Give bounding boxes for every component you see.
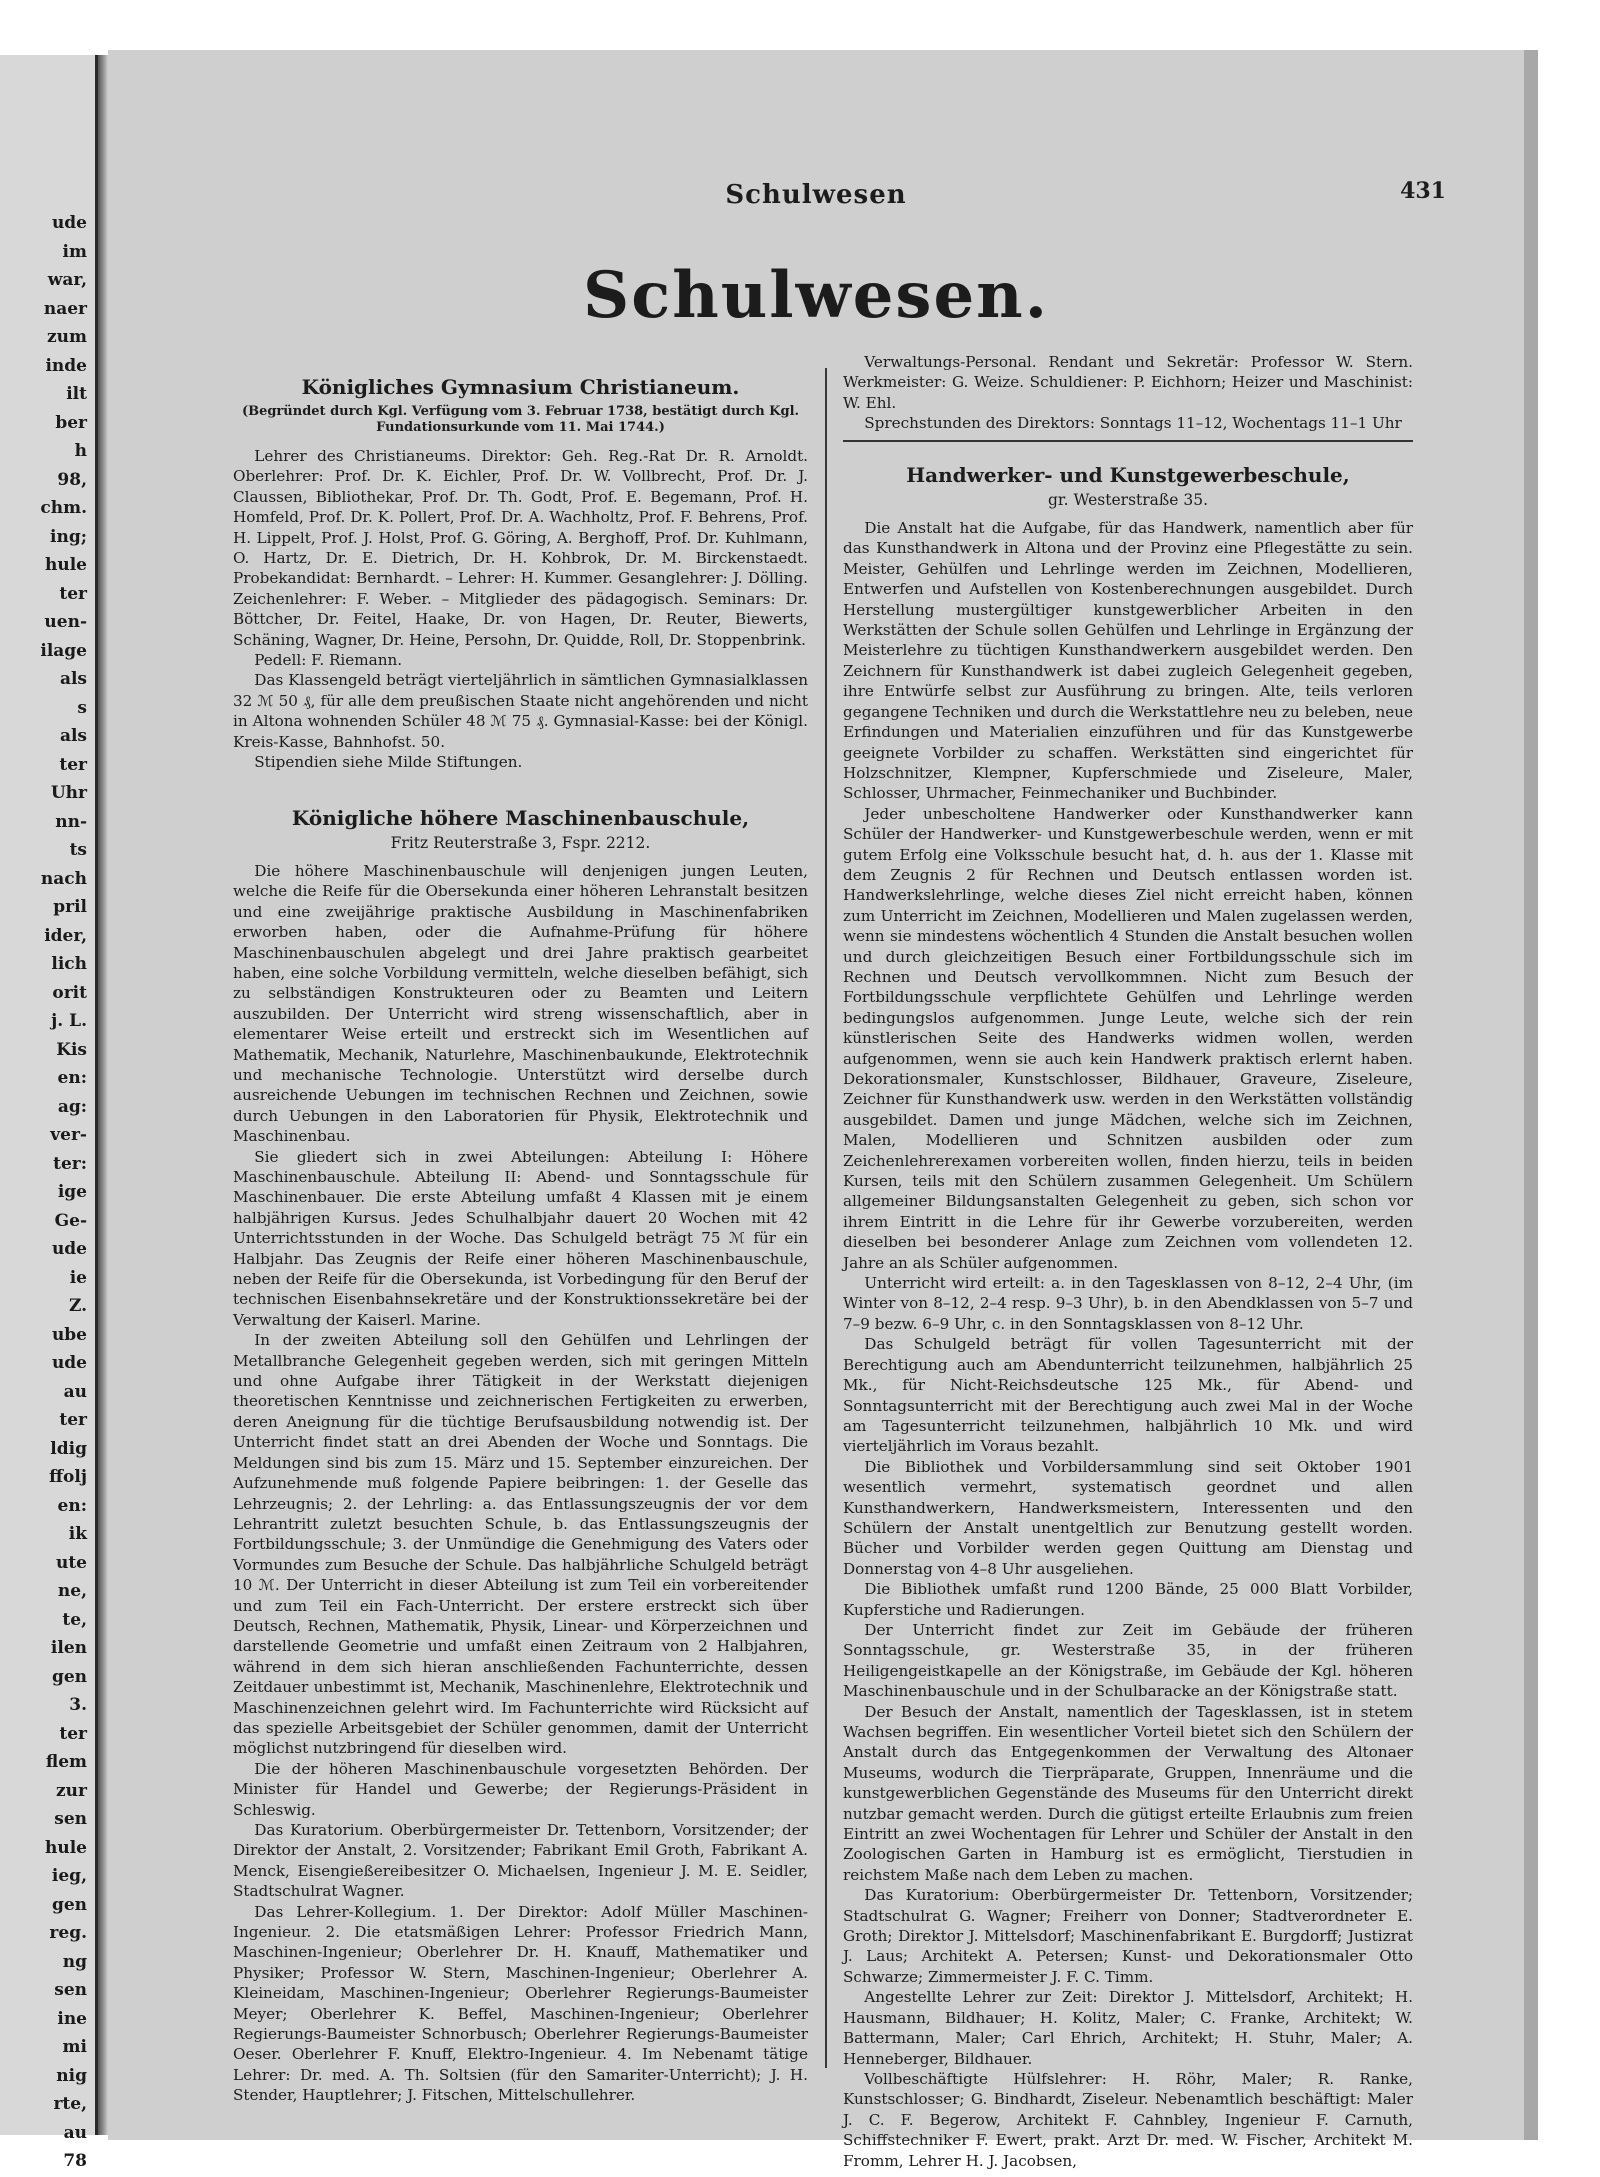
previous-page-fragment: nig — [56, 2065, 87, 2086]
previous-page-fragment: als — [59, 669, 87, 689]
previous-page-fragment: gen — [51, 1666, 87, 1687]
previous-page-fragment: ver- — [50, 1125, 87, 1145]
kunstgewerbeschule-assistants: Vollbeschäftigte Hülfslehrer: H. Röhr, Maler; R. Ranke, Kunstschlosser; G. Bindhardt, Ziseleur. Nebenamtlich beschäftigt: Maler J. C. F. Begerow, Architekt F. Cahnbley, Ingenieur F. Carnuth, Schiffstechniker F. Ewert, prakt. Arzt Dr. med. W. Fischer, Architekt M. Fromm, Lehrer H. J. Jacobsen, — [843, 2069, 1413, 2170]
previous-page-fragment: inde — [45, 355, 87, 376]
kunstgewerbeschule-attendance: Der Besuch der Anstalt, namentlich der Tagesklassen, ist in stetem Wachsen begriffen. Ein wesentlicher Vorteil bietet sich den Schülern der Anstalt durch das Entgegenkommen der Verwaltung des Altonaer Museums, wodurch die Tierpräparate, Gruppen, Innenräume und die kunstgewerblichen Gegenstände des Museums für den Unterricht direkt nutzbar gemacht werden. Durch die gütigst erteilte Erlaubnis zum freien Eintritt an zwei Wochentagen für Lehrer und Schüler der Anstalt in den Zoologischen Garten in Hamburg ist es ermöglicht, Tierstudien in reichstem Maße nach dem Leben zu machen. — [843, 1702, 1413, 1884]
kunstgewerbeschule-location: Der Unterricht findet zur Zeit im Gebäude der früheren Sonntagsschule, gr. Westerstraße 35, in der früheren Heiligengeistkapelle an der Königstraße, im Gebäude der Kgl. höheren Maschinenbauschule und in der Schulbaracke an der Königstraße statt. — [843, 1620, 1413, 1701]
gymnasium-fees: Das Klassengeld beträgt vierteljährlich in sämtlichen Gymnasialklassen 32 ℳ 50 ₰, für alle dem preußischen Staate nicht angehörenden und nicht in Altona wohnenden Schüler 48 ℳ 75 ₰. Gymnasial-Kasse: bei der Königl. Kreis-Kasse, Bahnhofst. 50. — [233, 671, 808, 751]
previous-page-fragment: rte, — [53, 2094, 87, 2114]
previous-page-fragment: Ge- — [54, 1210, 87, 1231]
previous-page-fragment: ude — [51, 1239, 87, 1259]
previous-page-fragment: ider, — [44, 925, 87, 946]
previous-page-fragment: 78 — [63, 2151, 87, 2171]
previous-page-fragment: pril — [53, 897, 87, 917]
previous-page-fragment: ing; — [50, 526, 87, 547]
maschinenbauschule-para-2: Sie gliedert sich in zwei Abteilungen: Abteilung I: Höhere Maschinenbauschule. Abteilung II: Abend- und Sonntagsschule für Maschinenbauer. Die erste Abteilung umfaßt 4 Klassen mit je einem halbjährigen Kursus. Jedes Schulhalbjahr dauert 20 Wochen mit 42 Unterrichtsstunden in der Woche. Das Schulgeld beträgt 75 ℳ für ein Halbjahr. Das Zeugnis der Reife einer höheren Maschinenbauschule, neben der Reife für die Obersekunda, ist Vorbedingung für den Beruf der technischen Eisenbahnsekretäre und der Konstruktionssekretäre bei der Verwaltung der Kaiserl. Marine. — [233, 1147, 808, 1329]
previous-page-fragment: ilen — [50, 1638, 87, 1658]
previous-page-fragment: 98, — [57, 469, 87, 490]
previous-page-fragment: en: — [57, 1068, 87, 1088]
previous-page-fragment: ieg, — [51, 1866, 87, 1886]
previous-page-fragment: orit — [52, 982, 87, 1003]
page-number: 431 — [1400, 178, 1446, 204]
kunstgewerbeschule-hours: Unterricht wird erteilt: a. in den Tagesklassen von 8–12, 2–4 Uhr, (im Winter von 8–12, 2–4 resp. 9–3 Uhr), b. in den Abendklassen von 5–7 und 7–9 bezw. 6–9 Uhr, c. in den Sonntagsklassen von 8–12 Uhr. — [843, 1274, 1413, 1333]
previous-page-fragment: ter — [59, 583, 87, 604]
kunstgewerbeschule-para-1: Die Anstalt hat die Aufgabe, für das Handwerk, namentlich aber für das Kunsthandwerk in Altona und der Provinz eine Pflegestätte zu sein. Meister, Gehülfen und Lehrlinge werden im Zeichnen, Modellieren, Entwerfen und Aufstellen von Kostenberechnungen ausgebildet. Durch Herstellung mustergültiger kunstgewerblicher Arbeiten in den Werkstätten der Schule sollen Gehülfen und Lehrlinge in Ergänzung der Meisterlehre zu tüchtigen Kunsthandwerkern ausgebildet werden. Den Zeichnern für Kunsthandwerk ist dabei zugleich Gelegenheit gegeben, ihre Entwürfe selbst zur Ausführung zu bringen. Alte, teils verloren gegangene Techniken und durch die Werkstattlehre neu zu beleben, neue Erfindungen und Materialien einzuführen und für das Kunstgewerbe geeignete Vorbilder zu schaffen. Werkstätten sind eingerichtet für Holzschnitzer, Klempner, Kupferschmiede und Ziseleure, Maler, Schlosser, Uhrmacher, Feinmechaniker und Buchbinder. — [843, 519, 1413, 803]
kunstgewerbeschule-para-2: Jeder unbescholtene Handwerker oder Kunsthandwerker kann Schüler der Handwerker- und Kunstgewerbeschule werden, wenn er mit gutem Erfolg eine Volksschule besucht hat, d. h. aus der 1. Klasse mit dem Zeugnis 2 für Rechnen und Deutsch entlassen worden ist. Handwerkslehrlinge, welche dieses Ziel nicht erreicht haben, können zum Unterricht im Zeichnen, Modellieren und Malen zugelassen werden, wenn sie mindestens wöchentlich 4 Stunden die Anstalt besuchen wollen und durch gleichzeitigen Besuch einer Fortbildungsschule sich im Rechnen und Deutsch vervollkommnen. Nicht zum Besuch der Fortbildungsschule verpflichtete Gehülfen und Lehrlinge werden bedingungslos aufgenommen. Junge Leute, welche sich der rein künstlerischen Seite des Handwerks widmen wollen, werden aufgenommen, wenn sie auch kein Handwerk praktisch erlernt haben. Dekorationsmaler, Kunstschlosser, Bildhauer, Graveure, Ziseleure, Zeichner für Kunsthandwerk usw. werden in den Werkstätten vollständig ausgebildet. Damen und junge Mädchen, welche sich im Zeichnen, Malen, Modellieren und Schnitzen ausbilden oder zum Zeichenlehrerexamen vorbereiten wollen, finden hierzu, teils in beiden Kursen, teils mit den Schülern zusammen Gelegenheit. Um Schülern allgemeiner Bildungsanstalten Gelegenheit zu geben, sich schon vor ihrem Eintritt in die Lehre für ihr Gewerbe vorzubereiten, werden dieselben bei besonderer Anlage zum Zeichnen vom vollendeten 12. Jahre an als Schüler aufgenommen. — [843, 804, 1413, 1272]
gymnasium-pedell: Pedell: F. Riemann. — [254, 651, 403, 670]
kunstgewerbeschule-fees: Das Schulgeld beträgt für vollen Tagesunterricht mit der Berechtigung auch am Abendunterricht teilzunehmen, halbjährlich 25 Mk., für Nicht-Reichsdeutsche 125 Mk., für Abend- und Sonntagsunterricht mit der Berechtigung auch zwei Mal in der Woche am Tagesunterricht teilzunehmen, halbjährlich 10 Mk. und wird vierteljährlich im Voraus bezahlt. — [843, 1335, 1413, 1456]
previous-page-fragment: chm. — [40, 498, 87, 518]
previous-page-fragment: ter — [59, 1723, 87, 1744]
previous-page-fragment: ag: — [57, 1096, 87, 1117]
previous-page-fragment: 3. — [69, 1695, 87, 1715]
book-gutter — [98, 55, 108, 2135]
previous-page-fragment: ne, — [57, 1581, 87, 1601]
previous-page-fragment: s — [77, 697, 87, 718]
previous-page-fragment: ffolj — [49, 1467, 87, 1487]
previous-page-fragment: ter — [59, 754, 87, 775]
main-title: Schulwesen. — [583, 258, 1049, 333]
gymnasium-stipends: Stipendien siehe Milde Stiftungen. — [254, 753, 523, 772]
director-office-hours: Sprechstunden des Direktors: Sonntags 11–12, Wochentags 11–1 Uhr — [864, 414, 1402, 433]
maschinenbauschule-para-1: Die höhere Maschinenbauschule will denjenigen jungen Leuten, welche die Reife für die Obersekunda einer höheren Lehranstalt besitzen und eine zweijährige praktische Ausbildung in Maschinenfabriken erworben haben, oder die Aufnahme-Prüfung für höhere Maschinenbauschulen abgelegt und drei Jahre praktisch gearbeitet haben, eine solche Vorbildung vermitteln, welche dieselben befähigt, sich zu selbständigen Konstrukteuren oder zu Beamten und Leitern auszubilden. Der Unterricht wird streng wissenschaftlich, aber in elementarer Weise erteilt und erstreckt sich im Wesentlichen auf Mathematik, Mechanik, Naturlehre, Maschinenbaukunde, Elektrotechnik und mechanische Technologie. Unterstützt wird derselbe durch ausreichende Uebungen im technischen Rechnen und Zeichnen, sowie durch Uebungen in den Laboratorien für Physik, Elektrotechnik und Maschinenbau. — [233, 861, 808, 1146]
previous-page-fragment: ilage — [40, 640, 87, 661]
running-head: Schulwesen — [725, 180, 907, 210]
kunstgewerbeschule-teachers: Angestellte Lehrer zur Zeit: Direktor J. Mittelsdorf, Architekt; H. Hausmann, Bildhauer; H. Kolitz, Maler; C. Franke, Architekt; W. Battermann, Maler; Carl Ehrich, Architekt; H. Stuhr, Maler; A. Henneberger, Bildhauer. — [843, 1988, 1413, 2068]
maschinenbauschule-para-3: In der zweiten Abteilung soll den Gehülfen und Lehrlingen der Metallbranche Gelegenheit gegeben werden, sich mit geringen Mitteln und ohne Aufgabe ihrer Tätigkeit in der Werkstatt diejenigen theoretischen Kenntnisse und zeichnerischen Fertigkeiten zu erwerben, deren Aneignung für die tüchtige Berufsausbildung notwendig ist. Der Unterricht findet statt an drei Abenden der Woche und Sonntags. Die Meldungen sind bis zum 15. März und 15. September einzureichen. Der Aufzunehmende muß folgende Papiere beibringen: 1. der Geselle das Lehrzeugnis; 2. der Lehrling: a. das Entlassungszeugnis der vor dem Lehrantritt zuletzt besuchten Schule, b. das Entlassungszeugnis der Fortbildungsschule; 3. der Unmündige die Genehmigung des Vaters oder Vormundes zum Besuche der Schule. Das halbjährliche Schulgeld beträgt 10 ℳ. Der Unterricht in dieser Abteilung ist zum Teil ein vorbereitender und zum Teil ein Fach-Unterricht. Der erstere erstreckt sich über Deutsch, Rechnen, Mathematik, Physik, Linear- und Körperzeichnen und darstellende Geometrie und umfaßt einen Zeitraum von 2 Halbjahren, während in dem sich hieran anschließenden Fachunterrichte, dessen Zeitdauer unbestimmt ist, Mechanik, Maschinenlehre, Elektrotechnik und Maschinenzeichnen gelehrt wird. Im Fachunterrichte wird Rücksicht auf das spezielle Arbeitsgebiet der Schüler genommen, damit der Unterricht möglichst nutzbringend für dieselben wird. — [233, 1331, 808, 1758]
previous-page-fragment: hule — [45, 1837, 87, 1858]
previous-page-fragment: lich — [51, 954, 87, 974]
previous-page-fragment: ine — [57, 2008, 87, 2029]
previous-page-fragment: ige — [57, 1182, 87, 1202]
previous-page-fragment: te, — [62, 1609, 87, 1630]
previous-page-fragment: ude — [51, 213, 87, 233]
maschinenbauschule-curatorium: Das Kuratorium. Oberbürgermeister Dr. Tettenborn, Vorsitzender; der Direktor der Anstalt, 2. Vorsitzender; Fabrikant Emil Groth, Fabrikant A. Menck, Eisengießereibesitzer O. Michaelsen, Ingenieur J. M. E. Seidler, Stadtschulrat Wagner. — [233, 1821, 808, 1901]
previous-page-fragment: nn- — [55, 811, 87, 832]
previous-page-fragment: reg. — [49, 1923, 87, 1943]
previous-page-fragment: au — [63, 2122, 87, 2143]
previous-page-fragment: ber — [55, 412, 87, 433]
previous-page-fragment: naer — [43, 298, 87, 319]
previous-page-fragment: sen — [54, 1809, 87, 1829]
previous-page-fragment: ik — [68, 1524, 87, 1544]
administration-staff: Verwaltungs-Personal. Rendant und Sekretär: Professor W. Stern. Werkmeister: G. Weize. Schuldiener: P. Eichhorn; Heizer und Maschinist: W. Ehl. — [843, 353, 1413, 412]
previous-page-fragment: mi — [62, 2037, 87, 2057]
previous-page-fragment: ude — [51, 1353, 87, 1373]
gymnasium-teachers: Lehrer des Christianeums. Direktor: Geh. Reg.-Rat Dr. R. Arnoldt. Oberlehrer: Prof. Dr. K. Eichler, Prof. Dr. W. Vollbrecht, Prof. Dr. J. Claussen, Bibliothekar, Prof. Dr. Th. Godt, Prof. E. Begemann, Prof. H. Homfeld, Prof. Dr. K. Pollert, Prof. Dr. A. Wachholtz, Prof. F. Behrens, Prof. H. Lippelt, Prof. J. Holst, Prof. G. Göring, A. Berghoff, Prof. Dr. Kuhlmann, O. Hartz, Dr. E. Dietrich, Dr. H. Kohbrok, Dr. M. Birckenstaedt. Probekandidat: Bernhardt. – Lehrer: H. Kummer. Gesanglehrer: J. Dölling. Zeichenlehrer: F. Weber. – Mitglieder des pädagogisch. Seminars: Dr. Böttcher, Dr. Feitel, Haake, Dr. von Hagen, Dr. Reuter, Biewerts, Schäning, Wagner, Dr. Heine, Persohn, Dr. Quidde, Roll, Dr. Stoppenbrink. — [233, 447, 808, 649]
previous-page-fragment: ter: — [53, 1153, 87, 1174]
previous-page-fragment: als — [59, 726, 87, 746]
previous-page-fragment: ube — [51, 1324, 87, 1345]
gymnasium-founding-note: (Begründet durch Kgl. Verfügung vom 3. Februar 1738, bestätigt durch Kgl. Fundationsurkunde vom 11. Mai 1744.) — [241, 404, 800, 435]
previous-page-fragment: sen — [54, 1980, 87, 2000]
previous-page-fragment: zur — [56, 1780, 87, 1801]
previous-page-fragment: im — [62, 241, 87, 262]
right-column — [843, 352, 1413, 2170]
kunstgewerbeschule-title: Handwerker- und Kunstgewerbeschule, — [906, 462, 1350, 487]
column-divider — [825, 368, 827, 2068]
previous-page-fragment: ie — [69, 1267, 87, 1288]
previous-page-fragment: ldig — [50, 1438, 87, 1459]
previous-page-fragment: uen- — [44, 612, 87, 632]
kunstgewerbeschule-curatorium: Das Kuratorium: Oberbürgermeister Dr. Tettenborn, Vorsitzender; Stadtschulrat G. Wagner; Freiherr von Donner; Stadtverordneter E. Groth; Direktor J. Mittelsdorf; Maschinenfabrikant E. Burgdorff; Justizrat J. Laus; Architekt A. Petersen; Kunst- und Dekorationsmaler Otto Schwarze; Zimmermeister J. F. C. Timm. — [843, 1886, 1413, 1986]
previous-page-fragment: en: — [57, 1495, 87, 1516]
previous-page-fragment: j. L. — [51, 1011, 87, 1031]
previous-page-fragment: ts — [69, 840, 87, 860]
kunstgewerbeschule-library-size: Die Bibliothek umfaßt rund 1200 Bände, 25 000 Blatt Vorbilder, Kupferstiche und Radierungen. — [843, 1580, 1413, 1619]
previous-page-fragment: au — [63, 1381, 87, 1402]
section-rule — [843, 440, 1413, 442]
previous-page-fragment: Z. — [68, 1296, 87, 1316]
previous-page-fragment: ter — [59, 1410, 87, 1430]
kunstgewerbeschule-address: gr. Westerstraße 35. — [1047, 490, 1209, 509]
previous-page-fragment: hule — [45, 555, 87, 575]
previous-page-fragment: nach — [40, 868, 87, 889]
left-column — [233, 368, 808, 2117]
previous-page-fragment: Uhr — [50, 783, 87, 803]
maschinenbauschule-teaching-staff: Das Lehrer-Kollegium. 1. Der Direktor: Adolf Müller Maschinen-Ingenieur. 2. Die etatsmäßigen Lehrer: Professor Friedrich Mann, Maschinen-Ingenieur; Oberlehrer Dr. H. Knauff, Mathematiker und Physiker; Professor W. Stern, Maschinen-Ingenieur; Oberlehrer A. Kleineidam, Maschinen-Ingenieur; Oberlehrer Regierungs-Baumeister Meyer; Oberlehrer K. Beffel, Maschinen-Ingenieur; Oberlehrer Regierungs-Baumeister Schnorbusch; Oberlehrer Regierungs-Baumeister Oeser. Oberlehrer F. Knuff, Elektro-Ingenieur. 4. Im Nebenamt tätige Lehrer: Dr. med. A. Th. Soltsien (für den Samariter-Unterricht); J. H. Stender, Hauptlehrer; J. Fitschen, Mittelschullehrer. — [233, 1902, 808, 2105]
maschinenbauschule-authorities: Die der höheren Maschinenbauschule vorgesetzten Behörden. Der Minister für Handel und Gewerbe; der Regierungs-Präsident in Schleswig. — [233, 1759, 808, 1819]
previous-page-edge — [0, 55, 98, 2171]
gymnasium-title: Königliches Gymnasium Christianeum. — [301, 375, 740, 399]
previous-page-fragment: gen — [51, 1894, 87, 1915]
previous-page-fragment: h — [74, 441, 87, 461]
maschinenbauschule-address: Fritz Reuterstraße 3, Fspr. 2212. — [390, 833, 651, 852]
previous-page-fragment: ute — [55, 1552, 87, 1573]
previous-page-fragment: zum — [46, 327, 87, 347]
previous-page-fragment: war, — [47, 270, 87, 290]
previous-page-fragment: ilt — [66, 384, 87, 404]
previous-page-fragment: ng — [62, 1951, 87, 1972]
maschinenbauschule-title: Königliche höhere Maschinenbauschule, — [291, 805, 750, 830]
previous-page-fragment: Kis — [56, 1039, 87, 1060]
previous-page-fragment: flem — [45, 1752, 87, 1772]
kunstgewerbeschule-library: Die Bibliothek und Vorbildersammlung sind seit Oktober 1901 wesentlich vermehrt, systematisch geordnet und allen Kunsthandwerkern, Handwerksmeistern, Interessenten und den Schülern der Anstalt unentgeltlich zur Benutzung gestellt worden. Bücher und Vorbilder werden gegen Quittung am Dienstag und Donnerstag von 4–8 Uhr ausgeliehen. — [843, 1457, 1413, 1578]
